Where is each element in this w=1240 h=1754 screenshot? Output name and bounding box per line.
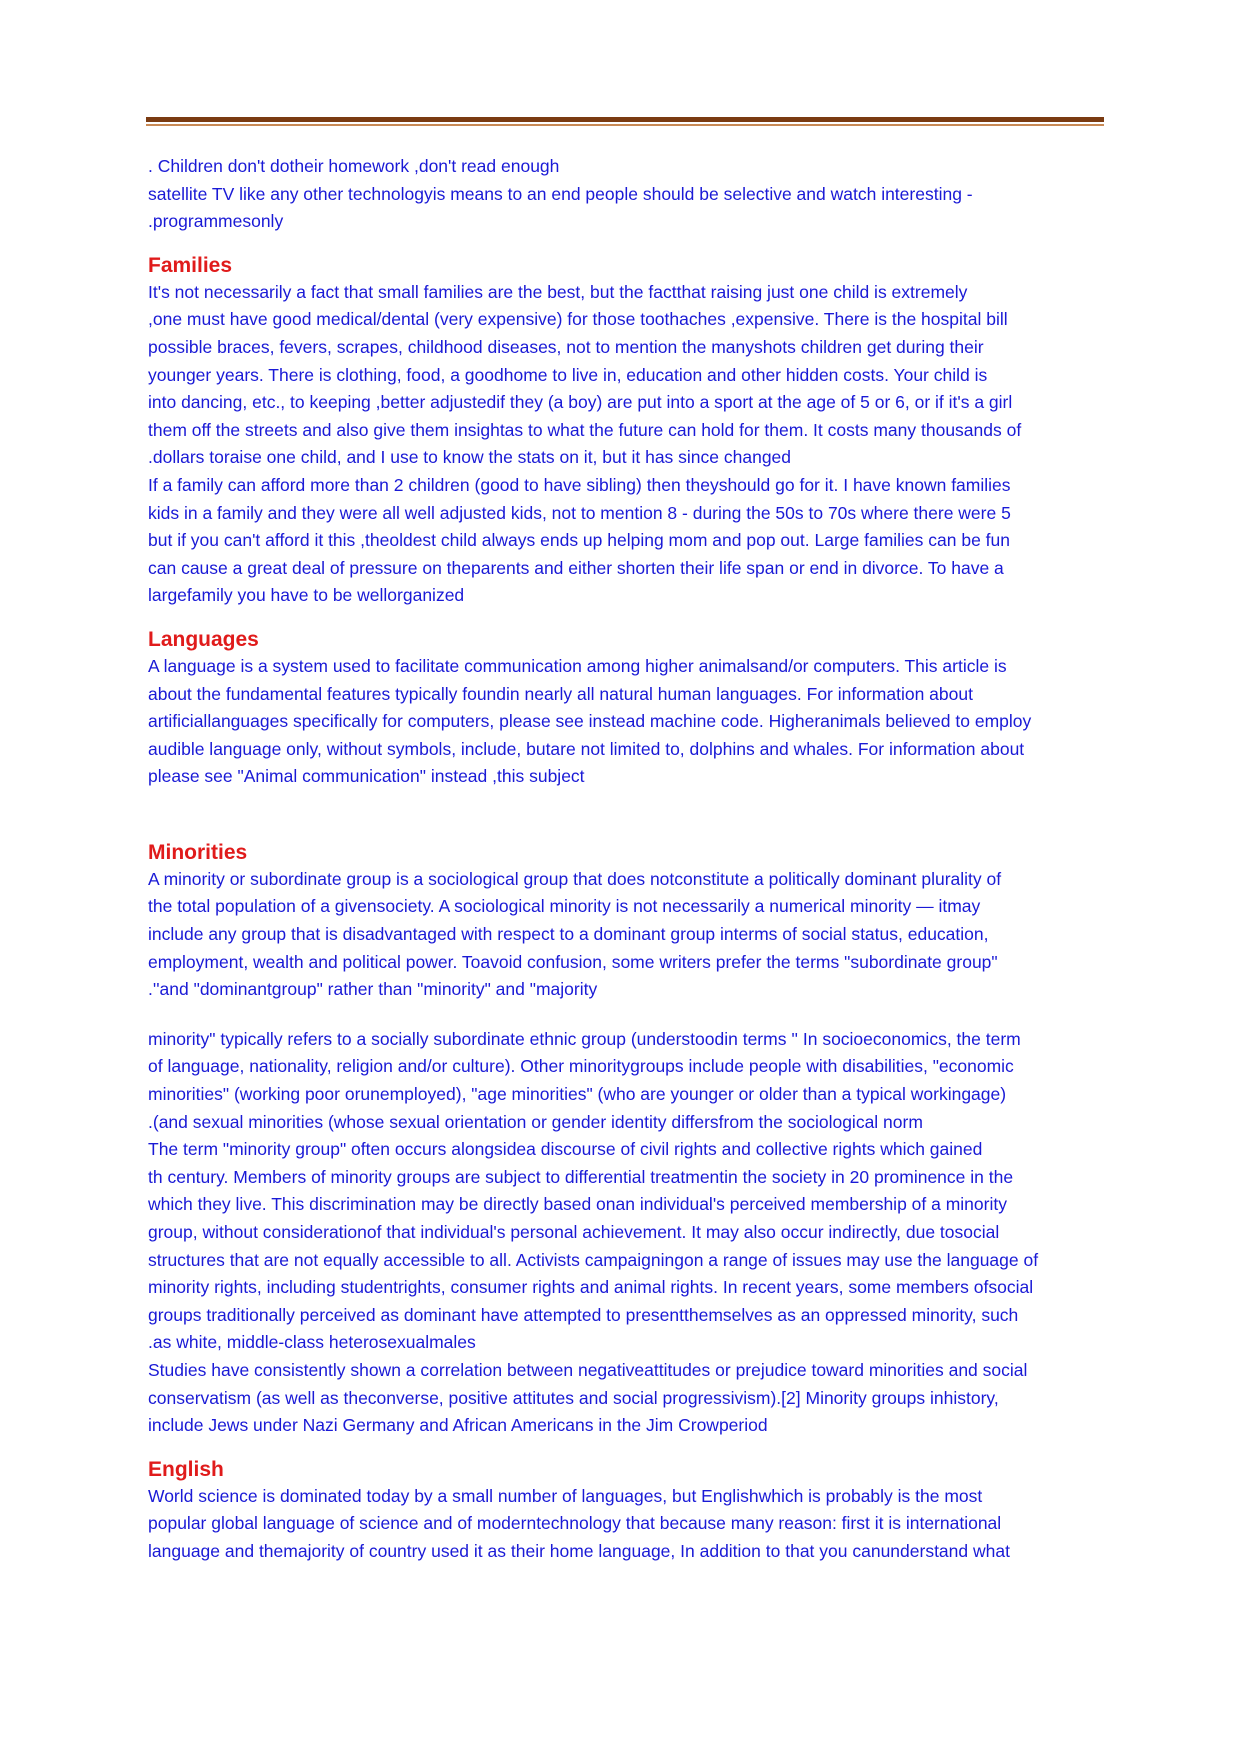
section-heading: Minorities [148, 840, 248, 864]
text-line: employment, wealth and political power. Toavoid confusion, some writers prefer the terms "subordinate group" [148, 951, 998, 972]
text-line: .programmesonly [148, 211, 284, 232]
text-line: World science is dominated today by a small number of languages, but Englishwhich is probably is the most [148, 1485, 983, 1506]
text-line: them off the streets and also give them insightas to what the future can hold for them. It costs many thousands of [148, 419, 1022, 440]
text-line: can cause a great deal of pressure on theparents and either shorten their life span or end in divorce. To have a [148, 557, 1004, 578]
text-line: about the fundamental features typically foundin nearly all natural human languages. For information about [148, 683, 973, 704]
section-minorities [148, 839, 1108, 1440]
text-line: into dancing, etc., to keeping ,better adjustedif they (a boy) are put into a sport at the age of 5 or 6, or if it's a girl [148, 392, 1013, 413]
text-line: please see "Animal communication" instead ,this subject [148, 766, 585, 787]
text-line: possible braces, fevers, scrapes, childhood diseases, not to mention the manyshots children get during their [148, 336, 984, 357]
text-line: th century. Members of minority groups are subject to differential treatmentin the society in 20 prominence in the [148, 1166, 1014, 1187]
text-line: largefamily you have to be wellorganized [148, 585, 465, 606]
intro-paragraph [148, 153, 1108, 236]
text-line: satellite TV like any other technologyis means to an end people should be selective and watch interesting - [148, 183, 973, 204]
text-line: group, without considerationof that individual's personal achievement. It may also occur indirectly, due tosocial [148, 1222, 1000, 1242]
text-line: kids in a family and they were all well adjusted kids, not to mention 8 - during the 50s to 70s where there were 5 [148, 502, 1011, 523]
text-line: Studies have consistently shown a correlation between negativeattitudes or prejudice toward minorities and social [148, 1359, 1028, 1380]
text-line: minority rights, including studentrights, consumer rights and animal rights. In recent years, some members ofsocial [148, 1277, 1034, 1298]
text-line: which they live. This discrimination may be directly based onan individual's perceived membership of a minority [148, 1194, 1007, 1215]
text-line: audible language only, without symbols, include, butare not limited to, dolphins and whales. For information about [148, 738, 1025, 759]
spacer [148, 791, 1108, 823]
section-heading: Families [148, 253, 233, 277]
text-line: minority" typically refers to a socially subordinate ethnic group (understoodin terms '' In socioeconomics, the term [148, 1028, 1021, 1049]
text-line: but if you can't afford it this ,theoldest child always ends up helping mom and pop out. Large families can be fun [148, 530, 1011, 551]
spacer [148, 1004, 1108, 1026]
text-line: . Children don't dotheir homework ,don't read enough [148, 156, 560, 176]
text-line: .(and sexual minorities (whose sexual orientation or gender identity differsfrom the sociological norm [148, 1111, 923, 1132]
text-line: .''and "dominantgroup" rather than "minority" and "majority [148, 979, 598, 1000]
text-line: of language, nationality, religion and/or culture). Other minoritygroups include people with disabilities, "economic [148, 1056, 1014, 1077]
text-line: artificiallanguages specifically for computers, please see instead machine code. Higheranimals believed to employ [148, 711, 1032, 732]
text-line: language and themajority of country used it as their home language, In addition to that you canunderstand what [148, 1540, 1010, 1561]
text-line: conservatism (as well as theconverse, positive attitutes and social progressivism).[2] Minority groups inhistory, [148, 1387, 999, 1408]
section-heading: Languages [148, 627, 259, 651]
text-line: include any group that is disadvantaged with respect to a dominant group interms of social status, education, [148, 924, 989, 945]
text-line: popular global language of science and of moderntechnology that because many reason: first it is international [148, 1513, 1002, 1534]
text-line: structures that are not equally accessible to all. Activists campaigningon a range of issues may use the language of [148, 1249, 1039, 1270]
header-rule [146, 117, 1104, 122]
section-languages [148, 626, 1108, 791]
text-line: .dollars toraise one child, and I use to know the stats on it, but it has since changed [148, 447, 792, 468]
text-line: .as white, middle-class heterosexualmales [148, 1332, 476, 1353]
document-body [148, 153, 1108, 1566]
text-line: A minority or subordinate group is a sociological group that does notconstitute a politically dominant plurality of [148, 868, 1002, 889]
text-line: groups traditionally perceived as dominant have attempted to presentthemselves as an oppressed minority, such [148, 1304, 1019, 1325]
text-line: It's not necessarily a fact that small families are the best, but the factthat raising just one child is extremely [148, 281, 968, 302]
text-line: If a family can afford more than 2 children (good to have sibling) then theyshould go for it. I have known families [148, 474, 1011, 495]
text-line: minorities" (working poor orunemployed), "age minorities" (who are younger or older than a typical workingage) [148, 1084, 1007, 1105]
text-line: The term "minority group" often occurs alongsidea discourse of civil rights and collective rights which gained [148, 1139, 983, 1160]
text-line: include Jews under Nazi Germany and African Americans in the Jim Crowperiod [148, 1415, 768, 1436]
text-line: the total population of a givensociety. A sociological minority is not necessarily a numerical minority — itmay [148, 896, 981, 917]
text-line: A language is a system used to facilitate communication among higher animalsand/or computers. This article is [148, 655, 1007, 676]
text-line: younger years. There is clothing, food, a goodhome to live in, education and other hidden costs. Your child is [148, 364, 988, 385]
header-rule-accent [146, 124, 1104, 126]
section-families [148, 252, 1108, 610]
section-heading: English [148, 1457, 224, 1481]
text-line: ,one must have good medical/dental (very expensive) for those toothaches ,expensive. There is the hospital bill [148, 309, 1008, 330]
section-english [148, 1456, 1108, 1566]
